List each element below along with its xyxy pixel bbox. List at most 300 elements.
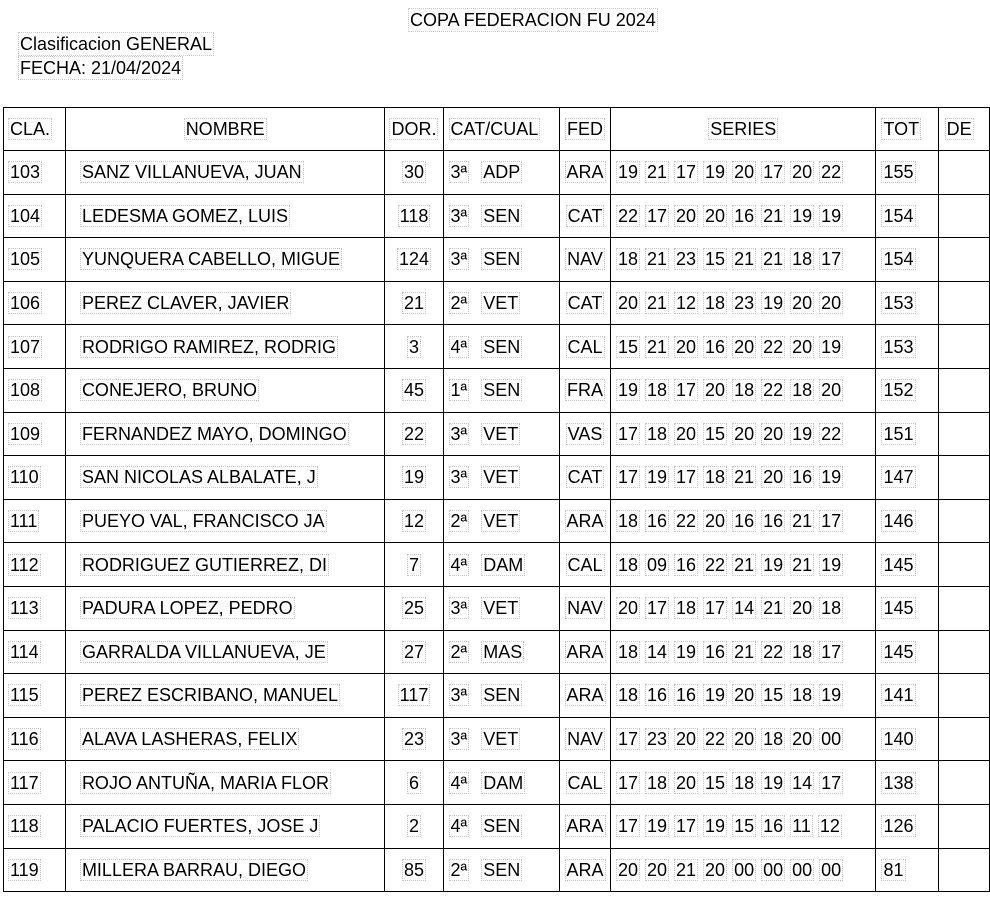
cell-de — [938, 586, 989, 630]
cell-series — [610, 543, 876, 587]
cell-series — [610, 368, 876, 412]
series-score: 17 — [676, 467, 697, 488]
cell-cla: 107 — [4, 325, 66, 369]
cell-series — [610, 717, 876, 761]
series-score: 16 — [646, 685, 668, 706]
col-header-de: DE — [938, 108, 989, 151]
series-score: 18 — [734, 772, 755, 793]
series-score: 20 — [734, 729, 755, 750]
cell-series — [610, 238, 876, 282]
cell-cat — [443, 804, 560, 848]
series-score: 16 — [792, 467, 813, 488]
series-score: 20 — [676, 729, 697, 750]
cell-dor: 19 — [385, 456, 443, 500]
series-score: 20 — [617, 598, 638, 619]
cell-dor: 124 — [385, 238, 443, 282]
cell-fed: CAT — [560, 281, 611, 325]
series-score: 19 — [821, 685, 842, 706]
cell-cat — [443, 368, 560, 412]
series-score: 17 — [646, 598, 668, 619]
cell-fed: ARA — [560, 848, 611, 892]
cell-nombre: ROJO ANTUÑA, MARIA FLOR — [65, 761, 385, 805]
cell-tot: 153 — [876, 325, 938, 369]
cell-fed: VAS — [560, 412, 611, 456]
series-score: 19 — [763, 554, 784, 575]
series-score: 16 — [676, 685, 697, 706]
cell-de — [938, 368, 989, 412]
cell-cla: 106 — [4, 281, 66, 325]
results-table — [3, 107, 990, 892]
series-score: 00 — [821, 859, 842, 880]
cell-nombre: PADURA LOPEZ, PEDRO — [65, 586, 385, 630]
division: 3ª — [450, 205, 468, 226]
series-score: 16 — [705, 641, 726, 662]
cell-cla: 119 — [4, 848, 66, 892]
cell-de — [938, 194, 989, 238]
series-score: 21 — [734, 554, 755, 575]
division: 4ª — [450, 554, 468, 575]
category: SEN — [483, 816, 521, 837]
cell-fed: ARA — [560, 151, 611, 195]
series-score: 20 — [676, 423, 697, 444]
table-row — [4, 238, 990, 282]
cell-nombre: YUNQUERA CABELLO, MIGUE — [65, 238, 385, 282]
series-score: 12 — [676, 293, 697, 314]
series-score: 23 — [734, 293, 755, 314]
series-score: 18 — [705, 293, 726, 314]
cell-series — [610, 761, 876, 805]
date-label: FECHA: 21/04/2024 — [20, 58, 182, 78]
division: 3ª — [450, 467, 468, 488]
cell-dor: 12 — [385, 499, 443, 543]
col-header-cat: CAT/CUAL — [443, 108, 560, 151]
cell-dor: 85 — [385, 848, 443, 892]
series-score: 22 — [676, 511, 697, 532]
series-score: 14 — [792, 772, 813, 793]
series-score: 18 — [617, 641, 638, 662]
series-score: 00 — [734, 859, 755, 880]
cell-cla: 104 — [4, 194, 66, 238]
cell-de — [938, 543, 989, 587]
series-score: 21 — [734, 467, 755, 488]
series-score: 20 — [646, 859, 668, 880]
cell-de — [938, 804, 989, 848]
series-score: 21 — [646, 293, 668, 314]
cell-tot: 154 — [876, 194, 938, 238]
series-score: 21 — [646, 336, 668, 357]
series-score: 21 — [646, 249, 668, 270]
series-score: 18 — [792, 249, 813, 270]
cell-cat — [443, 848, 560, 892]
series-score: 17 — [676, 380, 697, 401]
cell-de — [938, 848, 989, 892]
division: 3ª — [450, 249, 468, 270]
cell-nombre: PEREZ ESCRIBANO, MANUEL — [65, 674, 385, 718]
cell-dor: 27 — [385, 630, 443, 674]
table-row — [4, 717, 990, 761]
cell-de — [938, 325, 989, 369]
series-score: 16 — [734, 205, 755, 226]
series-score: 21 — [792, 554, 813, 575]
table-row — [4, 848, 990, 892]
cell-de — [938, 281, 989, 325]
series-score: 18 — [676, 598, 697, 619]
category: ADP — [483, 162, 521, 183]
series-score: 20 — [763, 467, 784, 488]
series-score: 21 — [792, 511, 813, 532]
table-row — [4, 325, 990, 369]
series-score: 22 — [763, 336, 784, 357]
cell-nombre: PUEYO VAL, FRANCISCO JA — [65, 499, 385, 543]
series-score: 21 — [646, 162, 668, 183]
cell-fed: ARA — [560, 674, 611, 718]
cell-dor: 22 — [385, 412, 443, 456]
cell-de — [938, 456, 989, 500]
series-score: 00 — [821, 729, 842, 750]
cell-tot: 81 — [876, 848, 938, 892]
table-row — [4, 543, 990, 587]
header-row — [4, 108, 990, 151]
category: DAM — [483, 772, 524, 793]
cell-tot: 141 — [876, 674, 938, 718]
series-score: 19 — [763, 293, 784, 314]
cell-cla: 103 — [4, 151, 66, 195]
cell-cat — [443, 281, 560, 325]
page-title: COPA FEDERACION FU 2024 — [410, 10, 656, 30]
series-score: 19 — [646, 467, 668, 488]
series-score: 20 — [821, 380, 842, 401]
series-score: 19 — [792, 205, 813, 226]
division: 4ª — [450, 772, 468, 793]
category: MAS — [483, 641, 523, 662]
series-score: 19 — [617, 380, 638, 401]
series-score: 18 — [617, 554, 638, 575]
cell-tot: 153 — [876, 281, 938, 325]
series-score: 21 — [734, 641, 755, 662]
cell-dor: 30 — [385, 151, 443, 195]
category: VET — [483, 467, 519, 488]
series-score: 20 — [617, 293, 638, 314]
header-info — [18, 32, 214, 80]
series-score: 16 — [763, 816, 784, 837]
cell-tot: 147 — [876, 456, 938, 500]
cell-fed: CAT — [560, 456, 611, 500]
series-score: 23 — [676, 249, 697, 270]
col-header-dor: DOR. — [385, 108, 443, 151]
cell-cat — [443, 456, 560, 500]
cell-de — [938, 717, 989, 761]
category: SEN — [483, 859, 521, 880]
series-score: 20 — [676, 205, 697, 226]
series-score: 09 — [646, 554, 668, 575]
cell-tot: 154 — [876, 238, 938, 282]
series-score: 22 — [821, 423, 842, 444]
series-score: 15 — [705, 772, 726, 793]
series-score: 20 — [734, 162, 755, 183]
series-score: 17 — [821, 641, 842, 662]
cell-tot: 145 — [876, 543, 938, 587]
cell-series — [610, 586, 876, 630]
series-score: 20 — [676, 336, 697, 357]
series-score: 17 — [676, 816, 697, 837]
category: VET — [483, 423, 519, 444]
cell-nombre: PEREZ CLAVER, JAVIER — [65, 281, 385, 325]
cell-nombre: CONEJERO, BRUNO — [65, 368, 385, 412]
cell-series — [610, 674, 876, 718]
series-score: 17 — [821, 511, 842, 532]
cell-series — [610, 194, 876, 238]
series-score: 18 — [792, 641, 813, 662]
series-score: 20 — [792, 293, 813, 314]
table-row — [4, 761, 990, 805]
series-score: 17 — [617, 729, 638, 750]
series-score: 17 — [617, 467, 638, 488]
cell-nombre: LEDESMA GOMEZ, LUIS — [65, 194, 385, 238]
cell-de — [938, 499, 989, 543]
series-score: 18 — [646, 380, 668, 401]
series-score: 19 — [821, 554, 842, 575]
series-score: 15 — [734, 816, 755, 837]
series-score: 20 — [763, 423, 784, 444]
cell-series — [610, 499, 876, 543]
cell-nombre: MILLERA BARRAU, DIEGO — [65, 848, 385, 892]
series-score: 20 — [734, 336, 755, 357]
series-score: 19 — [705, 162, 726, 183]
results-body — [4, 151, 990, 892]
cell-tot: 140 — [876, 717, 938, 761]
series-score: 20 — [705, 205, 726, 226]
series-score: 20 — [734, 685, 755, 706]
category: VET — [483, 598, 519, 619]
table-row — [4, 804, 990, 848]
series-score: 21 — [763, 205, 784, 226]
cell-cla: 112 — [4, 543, 66, 587]
cell-dor: 6 — [385, 761, 443, 805]
cell-dor: 3 — [385, 325, 443, 369]
series-score: 20 — [821, 293, 842, 314]
series-score: 20 — [734, 423, 755, 444]
col-header-nombre: NOMBRE — [65, 108, 385, 151]
cell-nombre: RODRIGO RAMIREZ, RODRIG — [65, 325, 385, 369]
series-score: 12 — [819, 816, 840, 837]
cell-de — [938, 674, 989, 718]
series-score: 19 — [763, 772, 784, 793]
division: 2ª — [450, 859, 468, 880]
table-row — [4, 368, 990, 412]
cell-de — [938, 151, 989, 195]
table-row — [4, 194, 990, 238]
cell-dor: 21 — [385, 281, 443, 325]
cell-cla: 118 — [4, 804, 66, 848]
series-score: 20 — [705, 511, 726, 532]
cell-series — [610, 848, 876, 892]
series-score: 15 — [617, 336, 638, 357]
cell-dor: 7 — [385, 543, 443, 587]
series-score: 22 — [763, 380, 784, 401]
series-score: 14 — [734, 598, 755, 619]
series-score: 20 — [705, 380, 726, 401]
category: SEN — [483, 380, 521, 401]
table-row — [4, 674, 990, 718]
cell-cla: 110 — [4, 456, 66, 500]
series-score: 19 — [821, 205, 842, 226]
series-score: 19 — [617, 162, 638, 183]
series-score: 16 — [676, 554, 697, 575]
cell-series — [610, 804, 876, 848]
series-score: 19 — [676, 641, 697, 662]
series-score: 18 — [617, 685, 638, 706]
cell-fed: ARA — [560, 499, 611, 543]
cell-cla: 113 — [4, 586, 66, 630]
cell-cat — [443, 543, 560, 587]
category: VET — [483, 511, 519, 532]
cell-dor: 23 — [385, 717, 443, 761]
series-score: 18 — [734, 380, 755, 401]
series-score: 22 — [705, 554, 726, 575]
series-score: 22 — [763, 641, 784, 662]
cell-cat — [443, 674, 560, 718]
series-score: 17 — [705, 598, 726, 619]
cell-series — [610, 151, 876, 195]
series-score: 21 — [763, 598, 784, 619]
cell-fed: CAT — [560, 194, 611, 238]
series-score: 18 — [617, 511, 638, 532]
cell-nombre: PALACIO FUERTES, JOSE J — [65, 804, 385, 848]
cell-cat — [443, 151, 560, 195]
cell-series — [610, 630, 876, 674]
category: SEN — [483, 205, 521, 226]
series-score: 15 — [705, 423, 726, 444]
category: SEN — [483, 336, 521, 357]
series-score: 20 — [705, 859, 726, 880]
series-score: 21 — [676, 859, 697, 880]
col-header-fed: FED — [560, 108, 611, 151]
series-score: 22 — [705, 729, 726, 750]
cell-tot: 155 — [876, 151, 938, 195]
cell-series — [610, 412, 876, 456]
series-score: 17 — [617, 816, 638, 837]
cell-series — [610, 325, 876, 369]
cell-fed: FRA — [560, 368, 611, 412]
division: 3ª — [450, 162, 468, 183]
division: 4ª — [450, 336, 468, 357]
cell-fed: NAV — [560, 238, 611, 282]
col-header-cla: CLA. — [4, 108, 66, 151]
series-score: 16 — [705, 336, 726, 357]
series-score: 18 — [763, 729, 784, 750]
cell-de — [938, 761, 989, 805]
table-row — [4, 281, 990, 325]
category: SEN — [483, 685, 521, 706]
cell-nombre: FERNANDEZ MAYO, DOMINGO — [65, 412, 385, 456]
category: SEN — [483, 249, 521, 270]
cell-de — [938, 630, 989, 674]
series-score: 17 — [821, 772, 842, 793]
series-score: 20 — [676, 772, 697, 793]
cell-cat — [443, 325, 560, 369]
series-score: 15 — [763, 685, 784, 706]
cell-tot: 146 — [876, 499, 938, 543]
cell-cla: 105 — [4, 238, 66, 282]
cell-fed: ARA — [560, 630, 611, 674]
series-score: 19 — [792, 423, 813, 444]
series-score: 22 — [821, 162, 842, 183]
cell-tot: 126 — [876, 804, 938, 848]
series-score: 21 — [734, 249, 755, 270]
division: 2ª — [450, 641, 468, 662]
series-score: 18 — [705, 467, 726, 488]
series-score: 18 — [821, 598, 842, 619]
series-score: 20 — [617, 859, 638, 880]
series-score: 17 — [676, 162, 697, 183]
cell-nombre: SAN NICOLAS ALBALATE, J — [65, 456, 385, 500]
series-score: 15 — [705, 249, 726, 270]
series-score: 18 — [617, 249, 638, 270]
table-row — [4, 499, 990, 543]
series-score: 17 — [763, 162, 784, 183]
classification-label: Clasificacion GENERAL — [20, 34, 213, 54]
series-score: 16 — [646, 511, 668, 532]
cell-cla: 116 — [4, 717, 66, 761]
cell-nombre: RODRIGUEZ GUTIERREZ, DI — [65, 543, 385, 587]
table-row — [4, 586, 990, 630]
table-row — [4, 456, 990, 500]
col-header-series: SERIES — [610, 108, 876, 151]
cell-cla: 114 — [4, 630, 66, 674]
cell-cat — [443, 412, 560, 456]
cell-tot: 145 — [876, 586, 938, 630]
cell-fed: CAL — [560, 325, 611, 369]
series-score: 17 — [821, 249, 842, 270]
division: 4ª — [450, 816, 468, 837]
series-score: 16 — [734, 511, 755, 532]
series-score: 14 — [646, 641, 668, 662]
series-score: 11 — [792, 816, 811, 837]
division: 2ª — [450, 511, 468, 532]
cell-tot: 152 — [876, 368, 938, 412]
category: VET — [483, 729, 519, 750]
division: 3ª — [450, 729, 468, 750]
cell-cat — [443, 630, 560, 674]
series-score: 20 — [792, 162, 813, 183]
cell-series — [610, 456, 876, 500]
series-score: 16 — [763, 511, 784, 532]
cell-fed: CAL — [560, 761, 611, 805]
cell-cla: 115 — [4, 674, 66, 718]
cell-series — [610, 281, 876, 325]
cell-de — [938, 412, 989, 456]
cell-cat — [443, 586, 560, 630]
cell-cla: 117 — [4, 761, 66, 805]
category: VET — [483, 293, 519, 314]
cell-tot: 151 — [876, 412, 938, 456]
cell-cla: 109 — [4, 412, 66, 456]
cell-nombre: SANZ VILLANUEVA, JUAN — [65, 151, 385, 195]
cell-cat — [443, 761, 560, 805]
series-score: 17 — [617, 772, 638, 793]
cell-cla: 111 — [4, 499, 66, 543]
cell-cat — [443, 717, 560, 761]
category: DAM — [483, 554, 524, 575]
cell-dor: 2 — [385, 804, 443, 848]
cell-fed: NAV — [560, 717, 611, 761]
division: 2ª — [450, 293, 468, 314]
series-score: 18 — [646, 772, 668, 793]
series-score: 21 — [763, 249, 784, 270]
series-score: 20 — [792, 336, 813, 357]
series-score: 17 — [646, 205, 668, 226]
series-score: 20 — [792, 598, 813, 619]
